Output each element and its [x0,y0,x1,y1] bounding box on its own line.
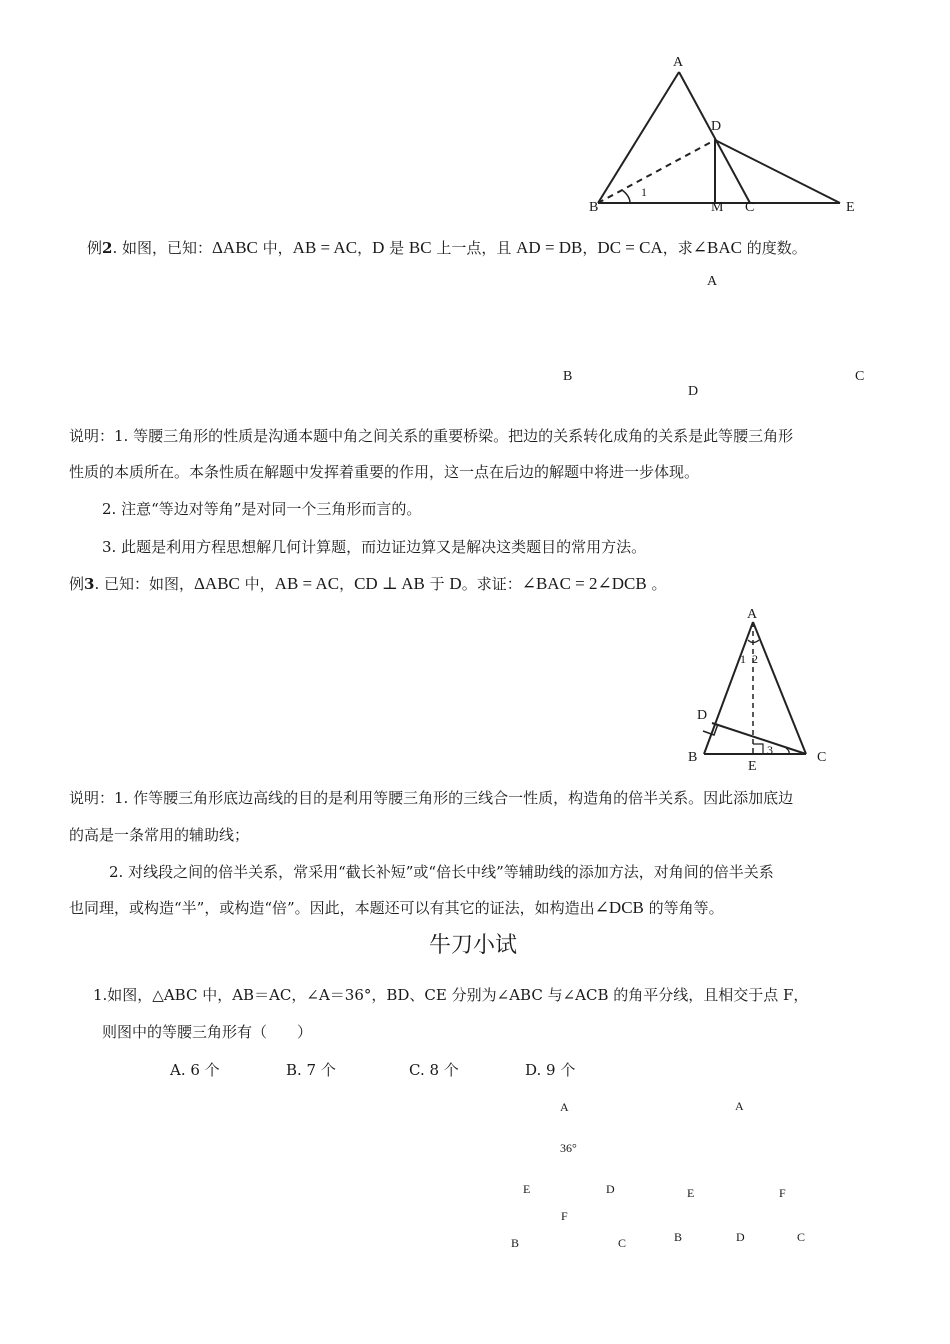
fig3-label-3: 3 [767,743,773,757]
ex2-eq2: AD = DB [516,238,583,257]
fig2-label-A: A [707,274,718,289]
ex2-label: 例 [87,239,103,257]
fig4-label-B: B [511,1236,520,1250]
q1-line1: 1.如图，△ABC 中，AB＝AC，∠A＝36°，BD、CE 分别为∠ABC 与∠ACB 的角平分线，且相交于点 F， [93,986,809,1004]
ex2-bc: BC [408,238,432,257]
fig3-right-angle [703,724,718,735]
fig3-label-B: B [688,750,698,765]
ex2-upoint: 上一点，且 [431,239,517,257]
ex2-point-d: D [372,238,385,257]
ex2-triangle: ΔABC [212,238,258,257]
example-2-statement [87,238,807,258]
ex3-goal: ∠BAC = 2∠DCB [521,574,647,593]
q1-option-a: A. 6 个 [170,1061,220,1079]
note1-line4: 3. 此题是利用方程思想解几何计算题，而边证边算又是解决这类题目的常用方法。 [102,538,647,556]
ex3-prove: 。求证： [461,575,522,593]
ex3-comma: ， [339,575,355,593]
fig5-label-F: F [779,1186,786,1200]
note2-line3: 2. 对线段之间的倍半关系，常采用“截长补短”或“倍长中线”等辅助线的添加方法，对角间的倍半关系 [109,863,774,881]
ex2-ask: ，求 [662,239,693,257]
ex2-angle: ∠BAC [692,238,742,257]
fig2-label-D: D [688,384,699,399]
fig3-label-2: 2 [752,652,758,666]
note1-line3: 2. 注意“等边对等角”是对同一个三角形而言的。 [102,500,422,518]
note2-line2: 的高是一条常用的辅助线； [69,826,250,844]
fig5-label-A: A [735,1099,744,1113]
example-3-statement [69,574,666,594]
fig1-label-E: E [846,200,855,215]
note2-line4a: 也同理，或构造“半”，或构造“倍”。因此，本题还可以有其它的证法，如构造出 [69,899,595,917]
fig1-label-D: D [711,119,722,134]
q1-option-b: B. 7 个 [286,1061,336,1079]
fig3-right-angle-E [753,744,763,754]
fig3-label-D: D [697,708,708,723]
fig2-label-B: B [563,369,573,384]
ex2-text: . 如图，已知： [112,239,212,257]
note1-line2: 性质的本质所在。本条性质在解题中发挥着重要的作用，这一点在后边的解题中将进一步体现。 [69,463,700,481]
fig4-label-D: D [606,1182,615,1196]
fig3-line-AC [753,622,806,754]
ex2-eq1: AB = AC [292,238,358,257]
fig1-line-AB [598,72,679,203]
fig4-label-C: C [618,1236,627,1250]
fig4-label-F: F [561,1209,568,1223]
note2-angle-dcb: ∠DCB [594,898,644,917]
ex3-end: 。 [646,575,667,593]
note2-line4b: 的等角等。 [643,899,724,917]
fig4-label-36deg: 36° [560,1141,577,1155]
fig3-label-E: E [748,759,757,774]
fig2-label-C: C [855,369,865,384]
ex3-point-d: D [449,574,462,593]
ex2-tail: 的度数。 [741,239,807,257]
ex2-eq3: DC = CA [597,238,663,257]
note1-line1: 说明：1. 等腰三角形的性质是沟通本题中角之间关系的重要桥梁。把边的关系转化成角的关系是此等腰三角形 [69,427,794,445]
fig3-label-C: C [817,750,827,765]
fig1-label-A: A [673,55,684,70]
fig1-line-BD-dashed [598,140,715,203]
ex2-comma2: ， [582,239,598,257]
fig5-label-E: E [687,1186,695,1200]
ex3-triangle: ΔABC [194,574,240,593]
note2-line4 [69,898,724,918]
ex3-yu: 于 [424,575,450,593]
fig3-label-1: 1 [740,652,746,666]
ex3-eq1: AB = AC [274,574,340,593]
fig3-line-CD [712,723,806,754]
fig4-label-E: E [523,1182,531,1196]
fig5-label-C: C [797,1230,806,1244]
fig1-label-B: B [589,200,599,215]
fig1-label-M: M [711,200,724,215]
ex3-zhong: 中， [239,575,275,593]
ex2-zhong: 中， [257,239,293,257]
fig4-label-A: A [560,1100,569,1114]
section-title: 牛刀小试 [429,933,518,958]
ex2-shi: 是 [384,239,409,257]
q1-line2: 则图中的等腰三角形有（ ） [102,1023,313,1041]
ex3-label: 例 [69,575,85,593]
q1-option-c: C. 8 个 [409,1061,459,1079]
fig1-label-1: 1 [641,185,647,199]
ex2-comma1: ， [357,239,373,257]
fig5-label-D: D [736,1230,745,1244]
ex2-num: 2 [102,239,113,257]
ex3-perp: CD ⊥ AB [354,574,425,593]
q1-option-d: D. 9 个 [525,1061,576,1079]
fig5-label-B: B [674,1230,683,1244]
ex3-text: . 已知：如图， [94,575,194,593]
ex3-num: 3 [84,575,95,593]
note2-line1: 说明：1. 作等腰三角形底边高线的目的是利用等腰三角形的三线合一性质，构造角的倍半关系。因此添加底边 [69,789,794,807]
fig3-label-A: A [747,607,758,622]
fig1-angle-arc [622,190,630,203]
fig1-label-C: C [745,200,755,215]
